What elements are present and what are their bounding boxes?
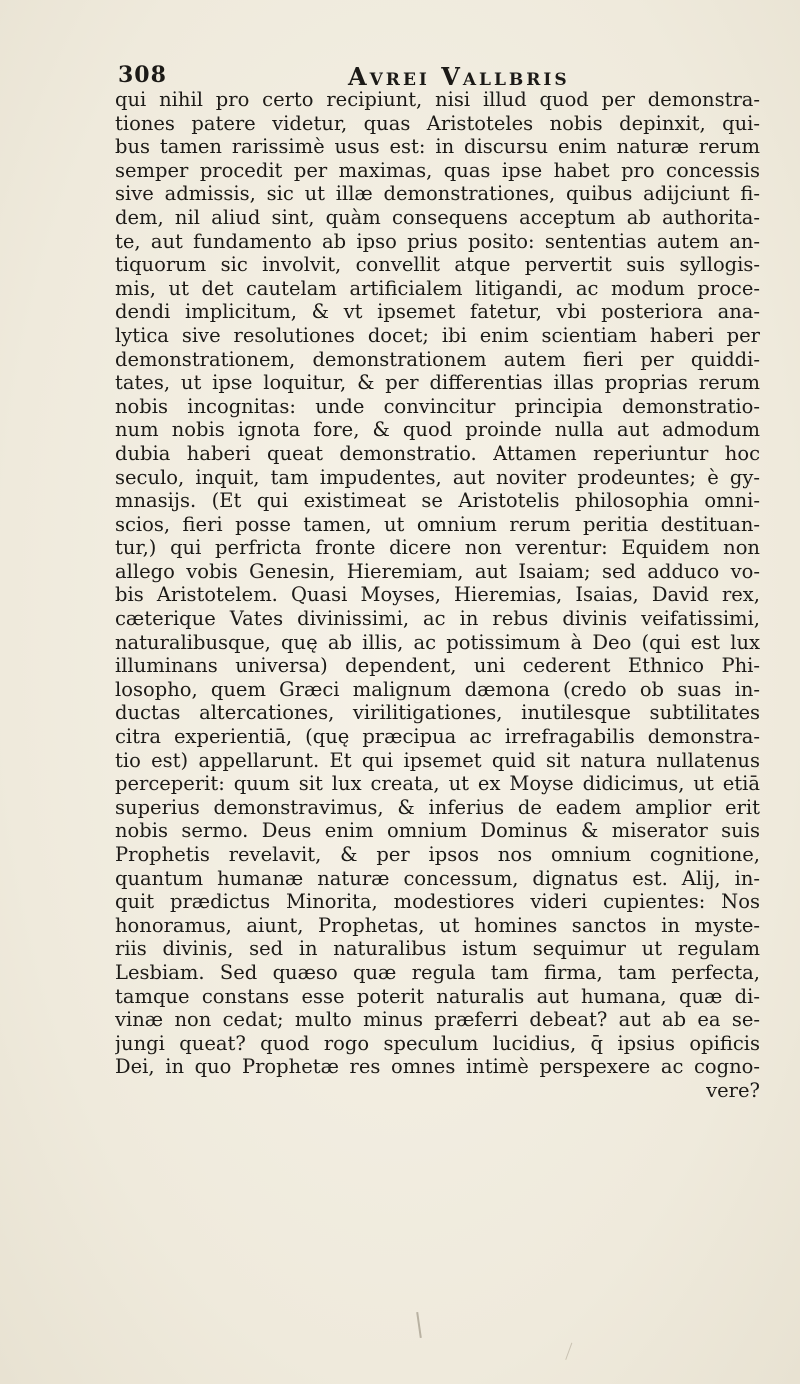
text-line: naturalibusque, quę ab illis, ac potissimum à Deo (qui est lux: [115, 630, 760, 654]
page-number: 308: [118, 62, 167, 88]
text-line: tamque constans esse poterit naturalis aut humana, quæ di-: [115, 984, 760, 1008]
text-line: Dei, in quo Prophetæ res omnes intimè perspexere ac cogno-: [115, 1055, 760, 1079]
text-line: jungi queat? quod rogo speculum lucidius, q̄ ipsius opificis: [115, 1031, 760, 1055]
paper-mark: [565, 1343, 581, 1364]
text-line: quantum humanæ naturæ concessum, dignatus est. Alij, in-: [115, 866, 760, 890]
text-line: losopho, quem Græci malignum dæmona (credo ob suas in-: [115, 677, 760, 701]
text-line: nobis sermo. Deus enim omnium Dominus & miserator suis: [115, 819, 760, 843]
text-line: honoramus, aiunt, Prophetas, ut homines sanctos in myste-: [115, 913, 760, 937]
text-line: vere?: [706, 1078, 760, 1102]
text-line: perceperit: quum sit lux creata, ut ex Moyse didicimus, ut etiā: [115, 772, 760, 796]
text-line: citra experientiā, (quę præcipua ac irrefragabilis demonstra-: [115, 725, 760, 749]
text-line: tio est) appellarunt. Et qui ipsemet quid sit natura nullatenus: [115, 748, 760, 772]
text-line: Lesbiam. Sed quæso quæ regula tam firma, tam perfecta,: [115, 960, 760, 984]
text-line: demonstrationem, demonstrationem autem fieri per quiddi-: [115, 347, 760, 371]
text-line: scios, fieri posse tamen, ut omnium rerum peritia destituan-: [115, 512, 760, 536]
text-line: bus tamen rarissimè usus est: in discursu enim naturæ rerum: [115, 135, 760, 159]
paper-mark: [416, 1312, 422, 1338]
text-line: lytica sive resolutiones docet; ibi enim scientiam haberi per: [115, 323, 760, 347]
text-line: allego vobis Genesin, Hieremiam, aut Isaiam; sed adduco vo-: [115, 559, 760, 583]
text-line: tiones patere videtur, quas Aristoteles nobis depinxit, qui-: [115, 111, 760, 135]
text-line: nobis incognitas: unde convincitur principia demonstratio-: [115, 394, 760, 418]
text-line: illuminans universa) dependent, uni cederent Ethnico Phi-: [115, 654, 760, 678]
text-line: riis divinis, sed in naturalibus istum sequimur ut regulam: [115, 937, 760, 961]
text-line: cæterique Vates divinissimi, ac in rebus divinis veifatissimi,: [115, 607, 760, 631]
text-line: ductas altercationes, virilitigationes, inutilesque subtilitates: [115, 701, 760, 725]
text-line: te, aut fundamento ab ipso prius posito: sententias autem an-: [115, 229, 760, 253]
text-line: mis, ut det cautelam artificialem litigandi, ac modum proce-: [115, 276, 760, 300]
text-line: quit prædictus Minorita, modestiores videri cupientes: Nos: [115, 890, 760, 914]
text-line: num nobis ignota fore, & quod proinde nulla aut admodum: [115, 418, 760, 442]
text-line: superius demonstravimus, & inferius de eadem amplior erit: [115, 795, 760, 819]
text-line: semper procedit per maximas, quas ipse habet pro concessis: [115, 158, 760, 182]
running-head: Avrei Vallbris: [348, 62, 570, 91]
text-line: dubia haberi queat demonstratio. Attamen reperiuntur hoc: [115, 441, 760, 465]
text-line: mnasijs. (Et qui existimeat se Aristotelis philosophia omni-: [115, 489, 760, 513]
text-line: dendi implicitum, & vt ipsemet fatetur, vbi posteriora ana-: [115, 300, 760, 324]
text-line: dem, nil aliud sint, quàm consequens acceptum ab authorita-: [115, 205, 760, 229]
text-line: Prophetis revelavit, & per ipsos nos omnium cognitione,: [115, 843, 760, 866]
text-line: seculo, inquit, tam impudentes, aut noviter prodeuntes; è gy-: [115, 465, 760, 489]
text-line: bis Aristotelem. Quasi Moyses, Hieremias, Isaias, David rex,: [115, 583, 760, 607]
text-line: vinæ non cedat; multo minus præferri debeat? aut ab ea se-: [115, 1008, 760, 1032]
text-line: qui nihil pro certo recipiunt, nisi illud quod per demonstra-: [115, 88, 760, 111]
text-line: sive admissis, sic ut illæ demonstrationes, quibus adijciunt fi-: [115, 182, 760, 206]
text-line: tiquorum sic involvit, convellit atque pervertit suis syllogis-: [115, 253, 760, 277]
text-line: tur,) qui perfricta fronte dicere non verentur: Equidem non: [115, 536, 760, 560]
text-line: tates, ut ipse loquitur, & per differentias illas proprias rerum: [115, 371, 760, 395]
body-text: [115, 88, 760, 1103]
